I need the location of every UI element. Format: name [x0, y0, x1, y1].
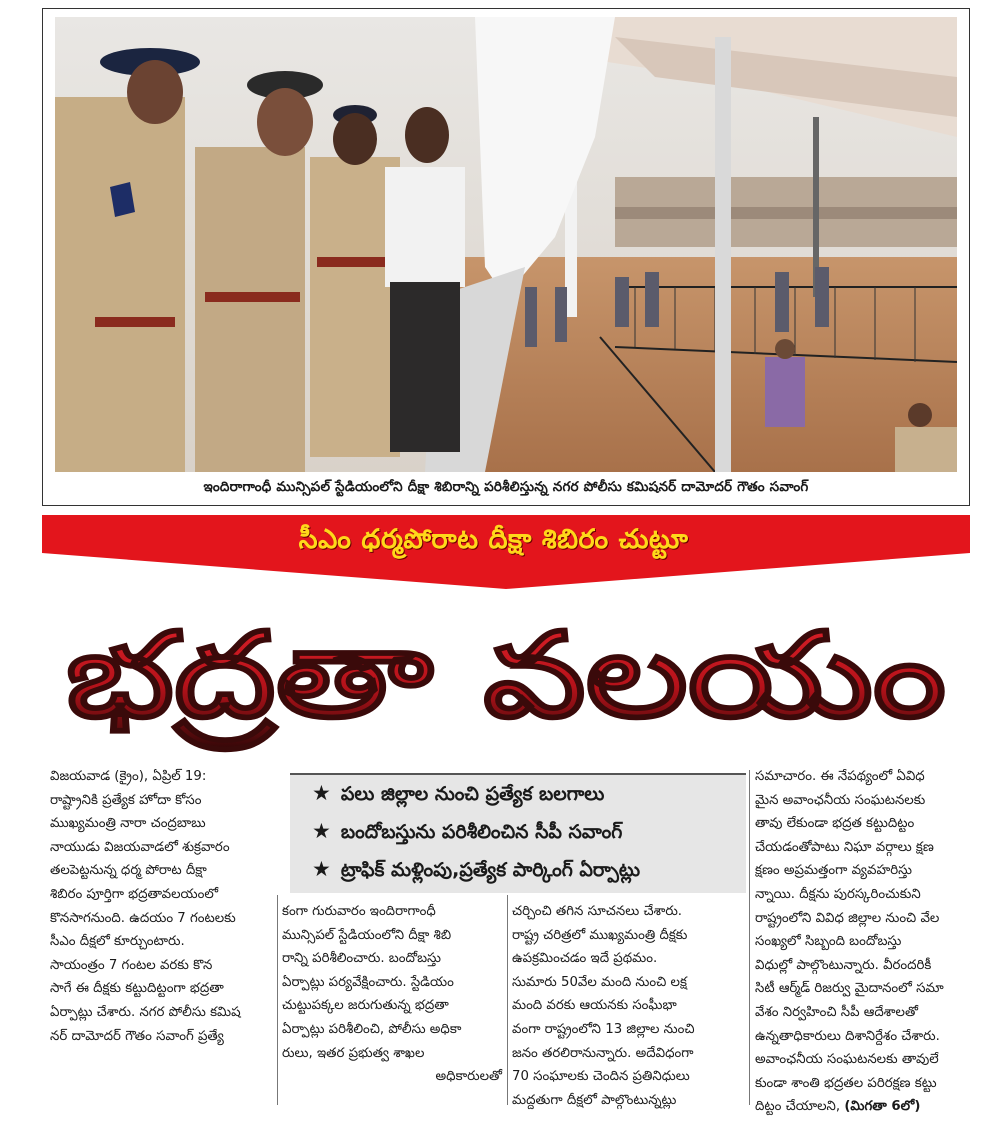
star-icon: ★ [312, 819, 331, 843]
column-divider [507, 895, 508, 1105]
star-icon: ★ [312, 857, 331, 881]
column-divider [277, 895, 278, 1105]
highlight-item: ★ ట్రాఫిక్ మళ్లింపు,ప్రత్యేక పార్కింగ్ ఏర్పాట్లు [312, 857, 641, 881]
article-column-2: కంగా గురువారం ఇందిరాగాంధీ మున్సిపల్ స్టేడియంలోని దీక్షా శిబి రాన్ని పరిశీలించారు. బందోబస్తు ఏర్పాట్లు పర్యవేక్షించారు. స్టేడియం చుట్టుపక్కల జరుగుతున్న భద్రతా ఏర్పాట్లు పరిశీలించి, పోలీసు అధికా రులు, ఇతర ప్రభుత్వ శాఖల అధికారులతో [282, 904, 502, 1085]
article-column-1: విజయవాడ (క్రైం), ఏప్రిల్ 19: రాష్ట్రానికి ప్రత్యేక హోదా కోసం ముఖ్యమంత్రి నారా చంద్రబాబు నాయుడు విజయవాడలో శుక్రవారం తలపెట్టనున్న ధర్మ పోరాట దీక్షా శిబిరం పూర్తిగా భద్రతావలయంలో కొనసాగనుంది. ఉదయం 7 గంటలకు సీఎం దీక్షలో కూర్చుంటారు. సాయంత్రం 7 గంటల వరకు కొన సాగే ఈ దీక్షకు కట్టుదిట్టంగా భద్రతా ఏర్పాట్లు చేశారు. నగర పోలీసు కమిష నర్ దామోదర్ గౌతం సవాంగ్ ప్రత్యే [50, 769, 241, 1044]
star-icon: ★ [312, 781, 331, 805]
continued-marker: (మిగతా 6లో) [844, 1099, 921, 1115]
news-photo [55, 17, 957, 472]
highlight-item: ★ బందోబస్తును పరిశీలించిన సీపీ సవాంగ్ [312, 819, 623, 843]
highlight-item: ★ పలు జిల్లాల నుంచి ప్రత్యేక బలగాలు [312, 781, 605, 805]
headline-text: భద్రతా వలయం [66, 606, 787, 744]
police-inspection-photo [55, 17, 957, 472]
kicker-headline: సీఎం ధర్మపోరాట దీక్షా శిబిరం చుట్టూ [298, 524, 689, 555]
photo-frame [42, 8, 970, 506]
article-column-4: సమాచారం. ఈ నేపథ్యంలో ఏవిధ మైన అవాంఛనీయ సంఘటనలకు తావు లేకుండా భద్రత కట్టుదిట్టం చేయడంతోపాటు నిఘా వర్గాలు క్షణ క్షణం అప్రమత్తంగా వ్యవహరిస్తు న్నాయి. దీక్షను పురస్కరించుకుని రాష్ట్రంలోని వివిధ జిల్లాల నుంచి వేల సంఖ్యలో సిబ్బంది బందోబస్తు విధుల్లో పాల్గొంటున్నారు. వీరందరికీ సిటీ ఆర్మ్‌డ్ రిజర్వు మైదానంలో సమా వేశం నిర్వహించి సీపీ ఆదేశాలతో ఉన్నతాధికారులు దిశానిర్దేశం చేశారు. అవాంఛనీయ సంఘటనలకు తావులే కుండా శాంతి భద్రతల పరిరక్షణ కట్టు దిట్టం చేయాలని, (మిగతా 6లో) [755, 765, 970, 1119]
main-headline [42, 594, 970, 764]
article-column-3: చర్చించి తగిన సూచనలు చేశారు. రాష్ట్ర చరిత్రలో ముఖ్యమంత్రి దీక్షకు ఉపక్రమించడం ఇదే ప్రథమం. సుమారు 50వేల మంది నుంచి లక్ష మంది వరకు ఆయనకు సంఘీభా వంగా రాష్ట్రంలోని 13 జిల్లాల నుంచి జనం తరలిరానున్నారు. అదేవిధంగా 70 సంఘాలకు చెందిన ప్రతినిధులు మద్దతుగా దీక్షలో పాల్గొంటున్నట్లు [512, 904, 695, 1108]
highlights-box [290, 773, 746, 893]
article-last-line: దిట్టం చేయాలని, (మిగతా 6లో) [755, 1099, 921, 1115]
photo-caption: ఇందిరాగాంధీ మున్సిపల్ స్టేడియంలోని దీక్షా శిబిరాన్ని పరిశీలిస్తున్న నగర పోలీసు కమిషనర్ దామోదర్ గౌతం సవాంగ్ [203, 479, 809, 495]
column-divider [749, 770, 750, 1105]
